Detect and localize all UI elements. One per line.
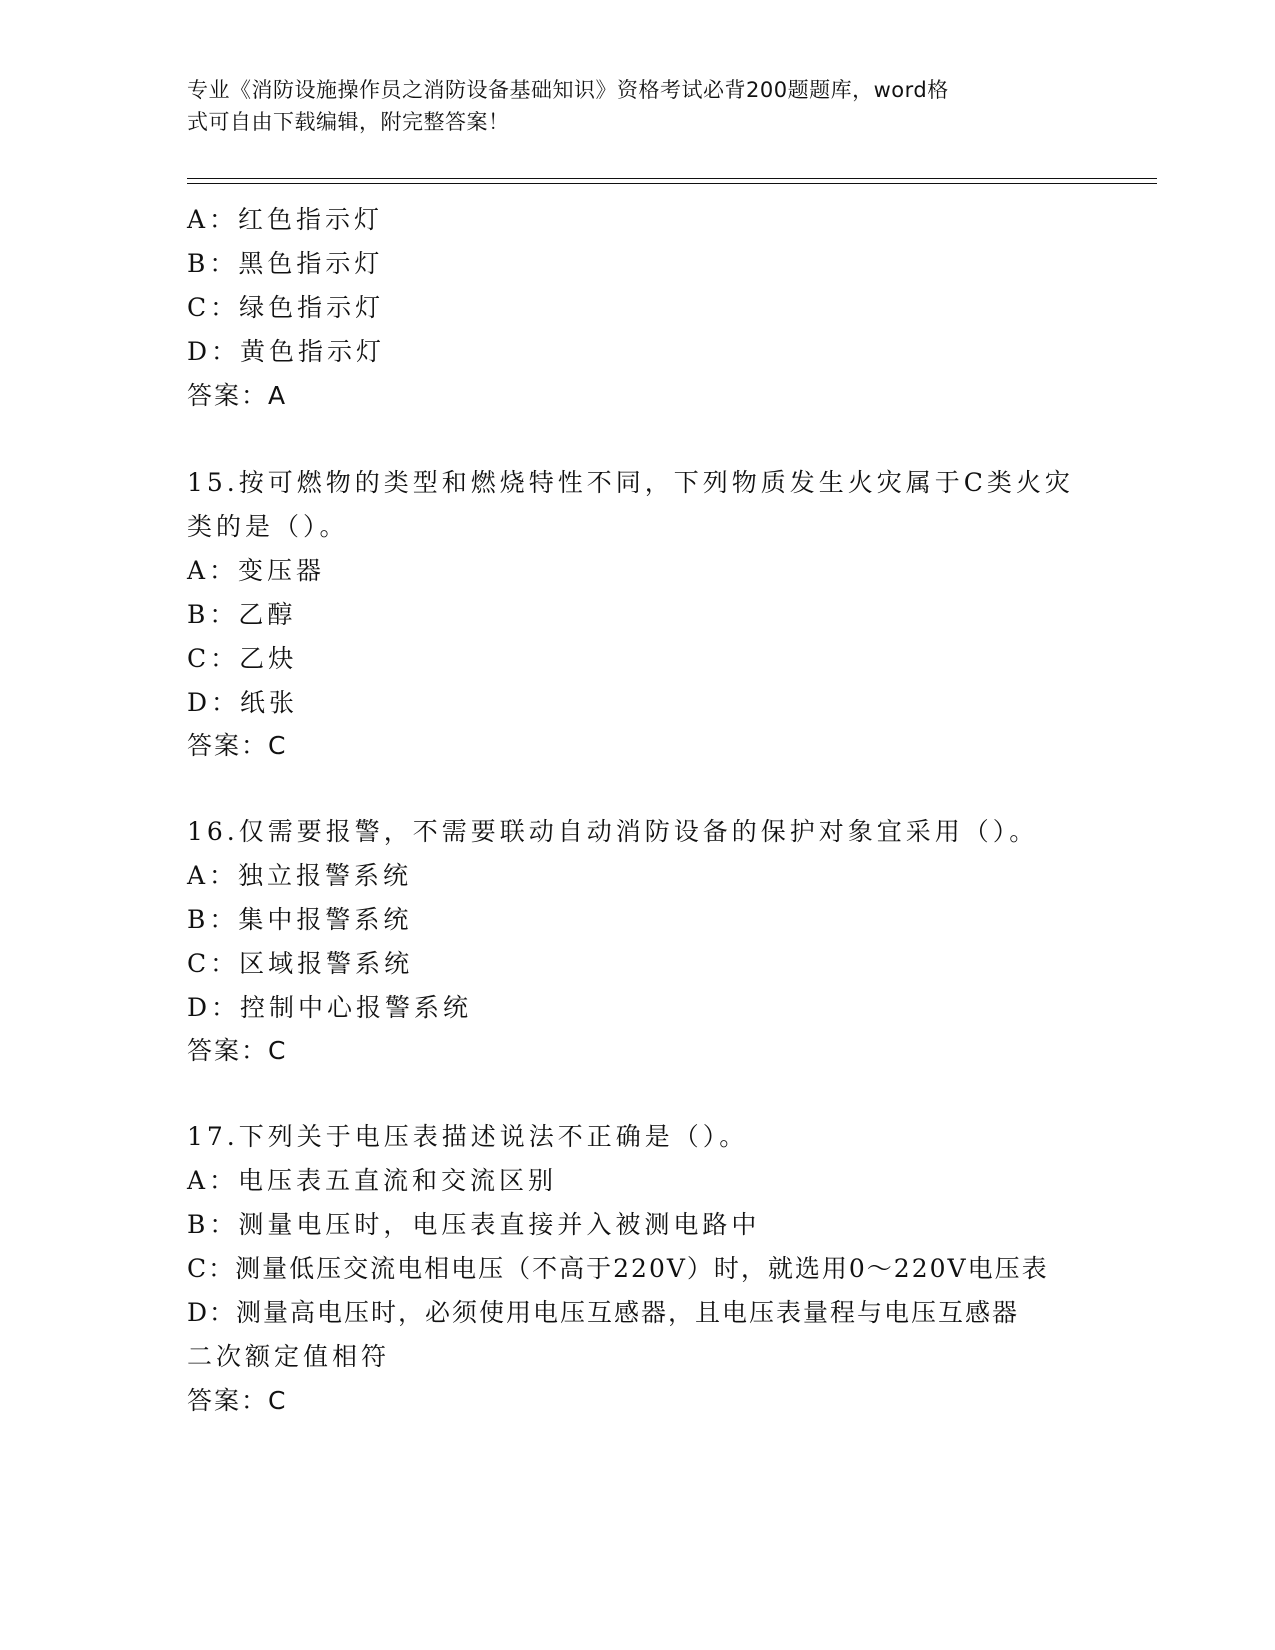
q17-stem-line-1: 17.下列关于电压表描述说法不正确是（）。	[187, 1122, 749, 1151]
q16-option-c: C：区域报警系统	[187, 949, 414, 978]
q15-option-a: A：变压器	[187, 556, 326, 585]
q17-option-d-continuation: 二次额定值相符	[187, 1342, 391, 1371]
q16-stem-line-1: 16.仅需要报警，不需要联动自动消防设备的保护对象宜采用（）。	[187, 817, 1039, 846]
q15-option-d: D：纸张	[187, 688, 299, 717]
header-line-1: 专业《消防设施操作员之消防设备基础知识》资格考试必背200题题库，word格	[187, 78, 949, 102]
q15-option-c: C：乙炔	[187, 644, 298, 673]
q14-answer: 答案：A	[187, 381, 288, 410]
q14-option-a: A：红色指示灯	[187, 205, 384, 234]
q17-answer: 答案：C	[187, 1386, 288, 1415]
q16-answer: 答案：C	[187, 1036, 288, 1065]
q16-option-a: A：独立报警系统	[187, 861, 413, 890]
q17-option-b: B：测量电压时，电压表直接并入被测电路中	[187, 1210, 761, 1239]
q14-option-d: D：黄色指示灯	[187, 337, 386, 366]
q16-option-d: D：控制中心报警系统	[187, 993, 473, 1022]
q15-option-b: B：乙醇	[187, 600, 297, 629]
q17-option-c: C：测量低压交流电相电压（不高于220V）时，就选用0～220V电压表	[187, 1254, 1049, 1283]
q16-option-b: B：集中报警系统	[187, 905, 413, 934]
q15-answer: 答案：C	[187, 731, 288, 760]
q15-stem-line-2: 类的是（）。	[187, 512, 349, 541]
header-line-2: 式可自由下载编辑，附完整答案！	[187, 110, 510, 134]
q15-stem-line-1: 15.按可燃物的类型和燃烧特性不同，下列物质发生火灾属于C类火灾	[187, 468, 1074, 497]
header-divider-top	[187, 178, 1157, 179]
header-divider-bottom	[187, 183, 1157, 184]
q14-option-c: C：绿色指示灯	[187, 293, 385, 322]
q17-option-a: A：电压表五直流和交流区别	[187, 1166, 558, 1195]
q17-option-d: D：测量高电压时，必须使用电压互感器，且电压表量程与电压互感器	[187, 1298, 1020, 1327]
document-header	[187, 74, 1067, 138]
q14-option-b: B：黑色指示灯	[187, 249, 384, 278]
